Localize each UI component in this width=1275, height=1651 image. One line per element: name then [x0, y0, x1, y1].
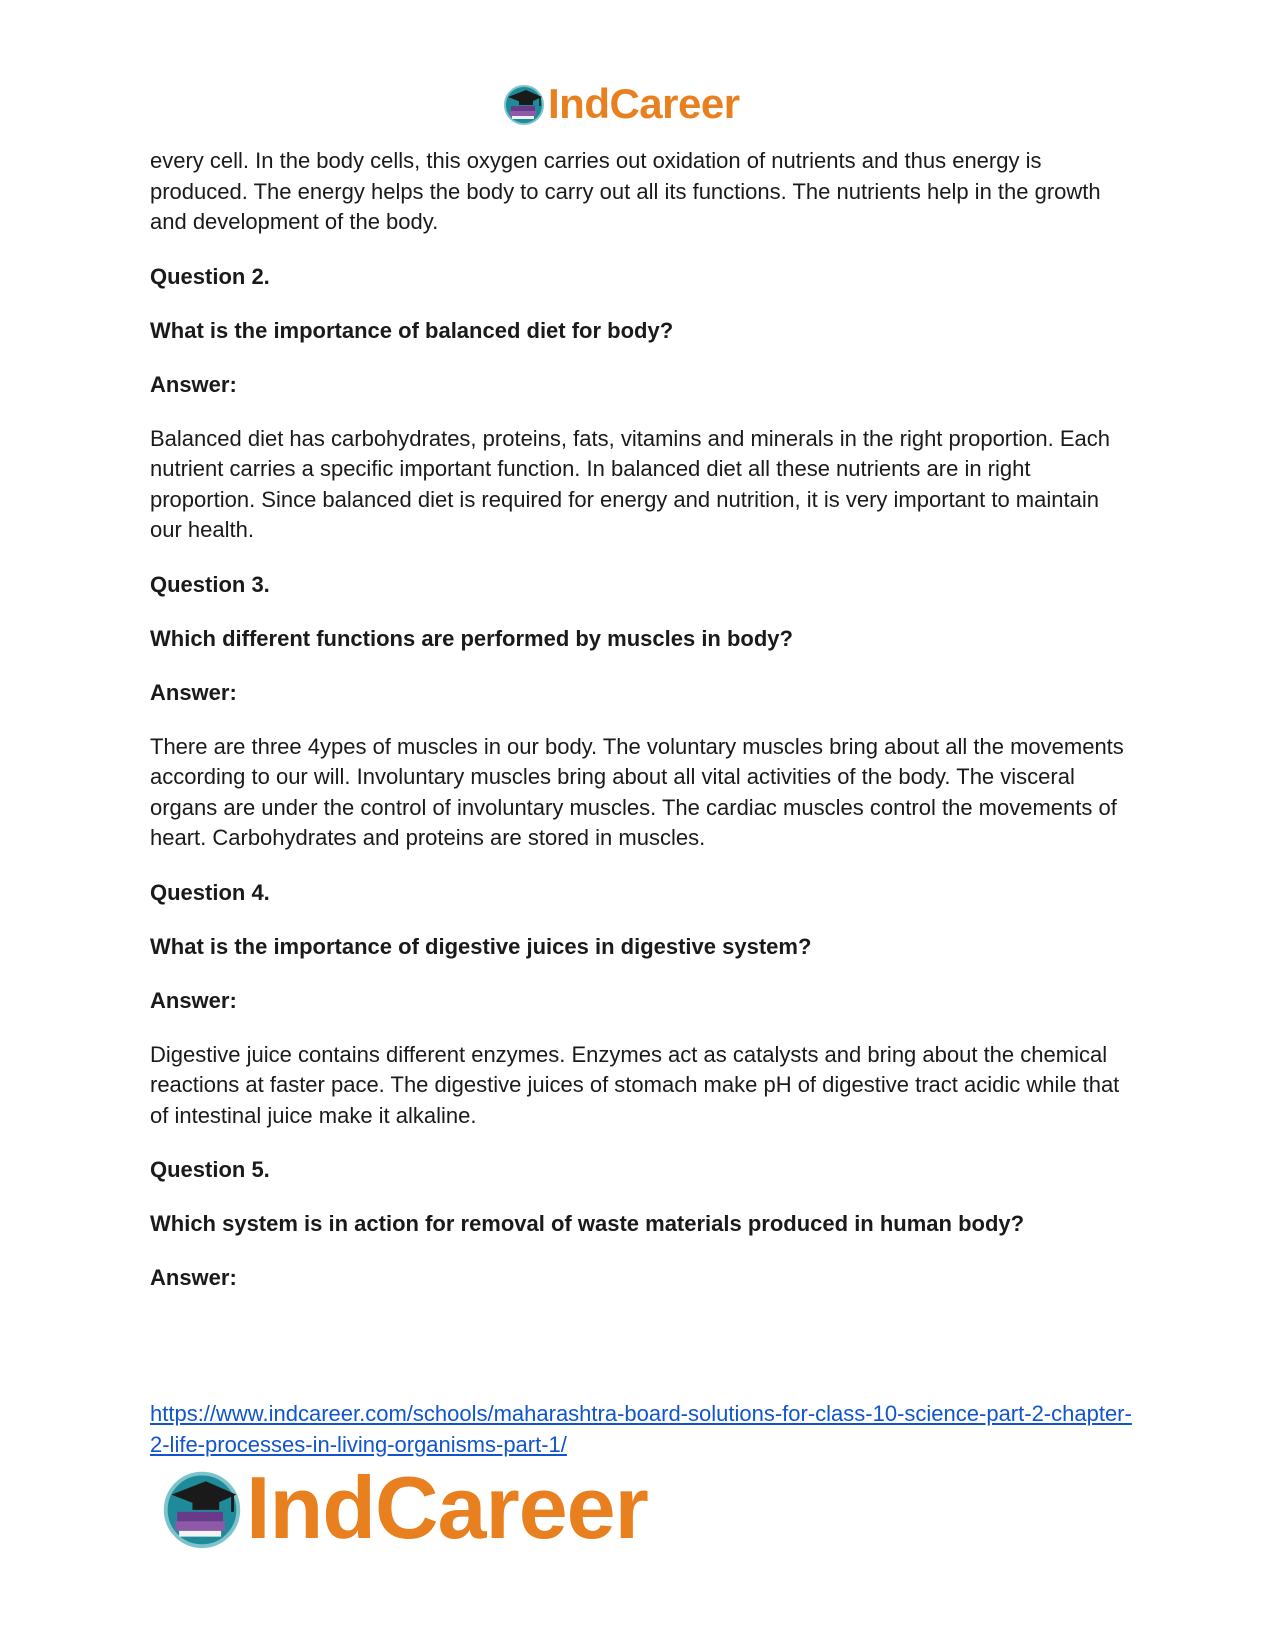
footer-logo-text: IndCareer	[246, 1458, 648, 1557]
answer-label: Answer:	[150, 371, 237, 397]
document-body	[150, 146, 1130, 1317]
question-text: What is the importance of digestive juices in digestive system?	[150, 933, 812, 959]
answer-text: There are three 4ypes of muscles in our body. The voluntary muscles bring about all the movements according to our will. Involuntary muscles bring about all vital activities of the body. The visceral organs are under the control of involuntary muscles. The cardiac muscles control the movements of heart. Carbohydrates and proteins are stored in muscles.	[150, 733, 1124, 850]
graduation-cap-books-icon	[160, 1466, 244, 1550]
answer-label: Answer:	[150, 987, 237, 1013]
question-text: Which different functions are performed by muscles in body?	[150, 625, 793, 651]
source-link[interactable]: https://www.indcareer.com/schools/maharashtra-board-solutions-for-class-10-science-part-2-chapter-2-life-processes-in-living-organisms-part-1/	[150, 1401, 1132, 1457]
question-text: Which system is in action for removal of waste materials produced in human body?	[150, 1211, 1025, 1236]
question-text: What is the importance of balanced diet for body?	[150, 317, 674, 343]
question-label: Question 3.	[150, 571, 270, 597]
answer-text: Digestive juice contains different enzymes. Enzymes act as catalysts and bring about the chemical reactions at faster pace. The digestive juices of stomach make pH of digestive tract acidic while that of intestinal juice make it alkaline.	[150, 1041, 1120, 1128]
question-label: Question 2.	[150, 263, 270, 289]
header-logo	[502, 80, 740, 128]
question-label: Question 5.	[150, 1157, 270, 1182]
source-link-block	[150, 1399, 1140, 1460]
answer-label: Answer:	[150, 1265, 237, 1290]
graduation-cap-books-icon	[502, 82, 546, 126]
header-logo-text: IndCareer	[548, 80, 740, 127]
intro-paragraph: every cell. In the body cells, this oxygen carries out oxidation of nutrients and thus energy is produced. The energy helps the body to carry out all its functions. The nutrients help in the growth and development of the body.	[150, 148, 1101, 234]
footer-logo	[160, 1458, 648, 1557]
answer-text: Balanced diet has carbohydrates, proteins, fats, vitamins and minerals in the right proportion. Each nutrient carries a specific important function. In balanced diet all these nutrients are in right proportion. Since balanced diet is required for energy and nutrition, it is very important to maintain our health.	[150, 425, 1110, 542]
question-label: Question 4.	[150, 879, 270, 905]
answer-label: Answer:	[150, 679, 237, 705]
